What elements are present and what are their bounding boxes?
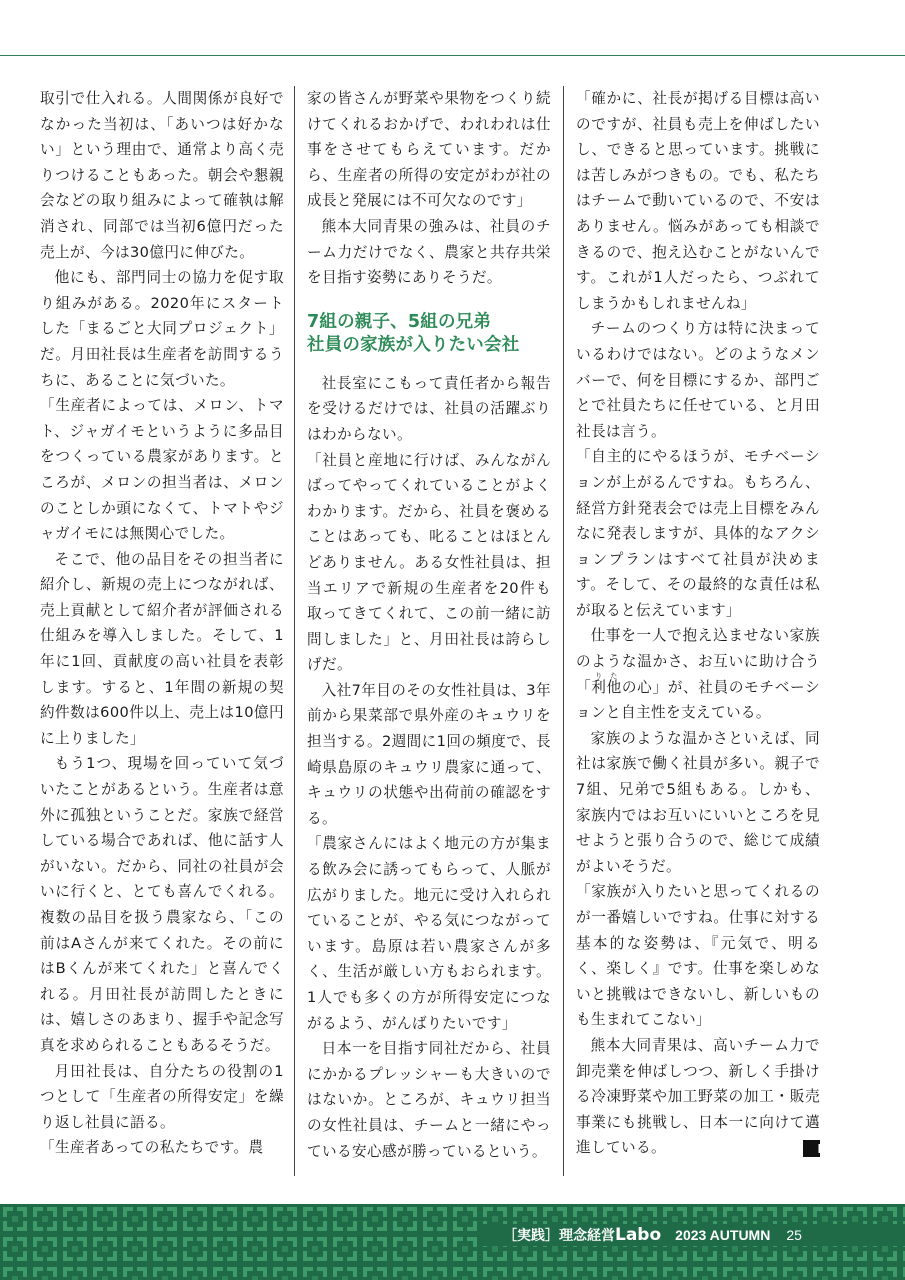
column-divider xyxy=(563,86,564,1176)
paragraph: 月田社長は、自分たちの役割の1つとして「生産者の所得安定」を繰り返し社員に語る。 xyxy=(40,1062,284,1131)
paragraph: そこで、他の品目をその担当者に紹介し、新規の売上につながれば、売上貢献として紹介者が評価される仕組みを導入しました。そして、1年に1回、貢献度の高い社員を表彰します。すると、1年間の新規の契約件数は600件以上、売上は10億円に上りました」 xyxy=(40,550,284,747)
paragraph xyxy=(576,1033,826,1161)
paragraph: 入社7年目のその女性社員は、3年前から果菜部で県外産のキュウリを担当する。2週間に1回の頻度で、長崎県島原のキュウリ農家に通って、キュウリの状態や出荷前の確認をする。 xyxy=(307,681,551,827)
section-heading-line: 7組の親子、5組の兄弟 xyxy=(307,311,492,332)
paragraph: もう1つ、現場を回っていて気づいたことがあるという。生産者は意外に孤独ということだ。家族で経営している場合であれば、他に話す人がいない。だから、同社の社員が会いに行くと、とても喜んでくれる。複数の品目を扱う農家なら、「この前はAさんが来てくれた。その前にはBくんが来てくれた」と喜んでくれる。月田社長が訪問したときには、嬉しさのあまり、握手や記念写真を求められることもあるそうだ。 xyxy=(40,755,284,1054)
paragraph: 家の皆さんが野菜や果物をつくり続けてくれるおかげで、われわれは仕事をさせてもらえています。だから、生産者の所得の安定がわが社の成長と発展には不可欠なのです」 xyxy=(307,90,551,210)
column-divider xyxy=(294,86,295,1176)
paragraph: 社長室にこもって責任者から報告を受けるだけでは、社員の活躍ぶりはわからない。 xyxy=(307,374,551,443)
paragraph: 「農家さんにはよく地元の方が集まる飲み会に誘ってもらって、人脈が広がりました。地元に受け入れられていることが、やる気につながっています。島原は若い農家さんが多く、生活が厳しい方もおられます。1人でも多くの方が所得安定につながるよう、がんばりたいです」 xyxy=(307,835,551,1032)
footer-band xyxy=(0,1204,905,1280)
ruby-term: 利他りた xyxy=(591,671,622,696)
closing-paragraph-text: 熊本大同青果は、高いチーム力で卸売業を伸ばしつつ、新しく手掛ける冷凍野菜や加工野菜の加工・販売事業にも挑戦し、日本一に向けて邁進している。 xyxy=(576,1036,820,1157)
ruby-reading: りた xyxy=(591,671,622,680)
article-column-3 xyxy=(576,86,826,1161)
paragraph: 「自主的にやるほうが、モチベーションが上がるんですね。もちろん、経営方針発表会では売上目標をみんなに発表しますが、具体的なアクションプランはすべて社員が決めます。そして、その最終的な責任は私が取ると伝えています」 xyxy=(576,448,820,619)
paragraph: 日本一を目指す同社だから、社員にかかるプレッシャーも大きいのではないか。ところが、キュウリ担当の女性社員は、チームと一緒にやっている安心感が勝っているという。 xyxy=(307,1040,551,1160)
issue-label: 2023 AUTUMN xyxy=(675,1227,771,1243)
magazine-title-labo: Labo xyxy=(615,1225,662,1245)
magazine-title-prefix: ［実践］理念経営 xyxy=(503,1228,615,1244)
paragraph: 仕事を一人で抱え込ませない家族のような温かさ、お互いに助け合う「利他りたの心」が、社員のモチベーションと自主性を支えている。 xyxy=(576,627,820,722)
section-heading xyxy=(307,311,551,357)
page-number: 25 xyxy=(786,1227,802,1243)
section-heading-line: 社員の家族が入りたい会社 xyxy=(307,334,520,355)
paragraph: 家族のような温かさといえば、同社は家族で働く社員が多い。親子で7組、兄弟で5組もある。しかも、家族内ではお互いにいいところを見せようと張り合うので、総じて成績がよいそうだ。 xyxy=(576,729,820,875)
article-column-1 xyxy=(40,86,284,1161)
paragraph: 「生産者によっては、メロン、トマト、ジャガイモというように多品目をつくっている農家があります。ところが、メロンの担当者は、メロンのことしか頭になくて、トマトやジャガイモには無関心でした。 xyxy=(40,397,284,543)
paragraph: 「確かに、社長が掲げる目標は高いのですが、社員も売上を伸ばしたいし、できると思っています。挑戦には苦しみがつきもの。でも、私たちはチームで動いているので、不安はありません。悩みがあっても相談できるので、抱え込むことがないんです。これが1人だったら、つぶれてしまうかもしれませんね」 xyxy=(576,90,820,312)
magazine-title xyxy=(503,1225,802,1246)
paragraph: チームのつくり方は特に決まっているわけではない。どのようなメンバーで、何を目標にするか、部門ごとで社員たちに任せている、と月田社長は言う。 xyxy=(576,320,820,440)
paragraph: 「生産者あっての私たちです。農 xyxy=(40,1139,264,1157)
paragraph: 熊本大同青果の強みは、社員のチーム力だけでなく、農家と共存共栄を目指す姿勢にありそうだ。 xyxy=(307,217,551,287)
top-rule xyxy=(0,55,905,56)
paragraph: 取引で仕入れる。人間関係が良好でなかった当初は、「あいつは好かない」という理由で、通常より高く売りつけることもあった。朝会や懇親会などの取り組みによって確執は解消され、同部では当初6億円だった売上が、今は30億円に伸びた。 xyxy=(40,90,284,261)
paragraph: 他にも、部門同士の協力を促す取り組みがある。2020年にスタートした「まるごと大同プロジェクト」だ。月田社長は生産者を訪問するうちに、あることに気づいた。 xyxy=(40,269,284,389)
end-mark-icon: L xyxy=(803,1140,820,1157)
paragraph: 「家族が入りたいと思ってくれるのが一番嬉しいですね。仕事に対する基本的な姿勢は、『元気で、明るく、楽しく』です。仕事を楽しめないと挑戦はできないし、新しいものも生まれてこない」 xyxy=(576,883,820,1029)
paragraph: 「社員と産地に行けば、みんながんばってやってくれていることがよくわかります。だから、社員を褒めることはあっても、叱ることはほとんどありません。ある女性社員は、担当エリアで新規の生産者を20件も取ってきてくれて、この前一緒に訪問しました」と、月田社長は誇らしげだ。 xyxy=(307,451,551,674)
article-column-2 xyxy=(307,86,551,1164)
